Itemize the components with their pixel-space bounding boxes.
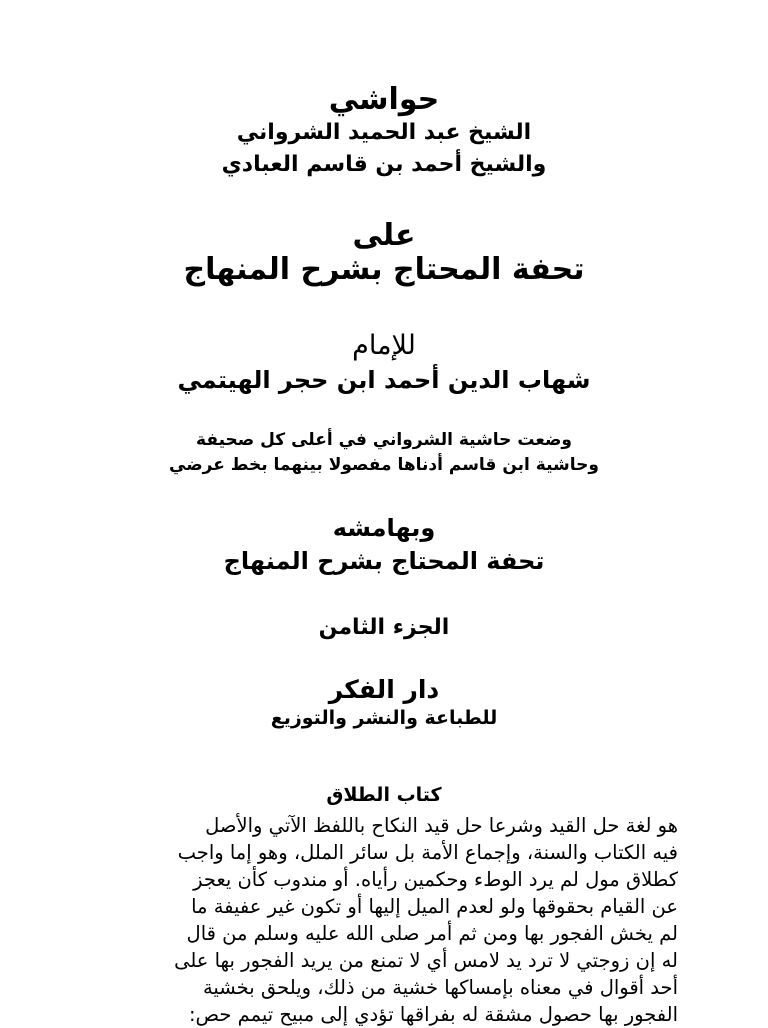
body-line: فيه الكتاب والسنة، وإجماع الأمة بل سائر الملل، وهو إما واجب (177, 841, 678, 864)
by-imam-label: للإمام (352, 330, 416, 361)
cover-title: حواشي (328, 82, 440, 117)
volume-label: الجزء الثامن (318, 615, 450, 640)
chapter-heading: كتاب الطلاق (326, 784, 442, 806)
body-line: الفجور بها حصول مشقة له بفراقها تؤدي إلى مبيح تيمم حص: (188, 1003, 678, 1026)
author-line-1: الشيخ عبد الحميد الشرواني (236, 120, 532, 145)
note-line-2: وحاشية ابن قاسم أدناها مفصولا بينهما بخط عرضي (169, 455, 599, 475)
note-line-1: وضعت حاشية الشرواني في أعلى كل صحيفة (196, 430, 572, 450)
on-label: على (352, 218, 416, 253)
publisher-name: دار الفكر (328, 675, 440, 704)
publisher-subtitle: للطباعة والنشر والتوزيع (270, 707, 498, 729)
imam-name: شهاب الدين أحمد ابن حجر الهيتمي (177, 366, 591, 394)
body-line: كطلاق مول لم يرد الوطء وحكمين رأياه. أو مندوب كأن يعجز (193, 868, 678, 891)
margin-title: تحفة المحتاج بشرح المنهاج (223, 547, 545, 575)
chapter-body (72, 812, 678, 1028)
body-line: أحد أقوال في معناه بإمساكها خشية من ذلك، ويلحق بخشية (202, 976, 678, 999)
book-title: تحفة المحتاج بشرح المنهاج (183, 252, 585, 287)
body-line: لم يخش الفجور بها ومن ثم أمر صلى الله عليه وسلم من قال (186, 922, 678, 945)
body-line: عن القيام بحقوقها ولو لعدم الميل إليها أو تكون غير عفيفة ما (191, 895, 678, 918)
author-line-2: والشيخ أحمد بن قاسم العبادي (221, 152, 547, 177)
body-line: له إن زوجتي لا ترد يد لامس أي لا تمنع من يريد الفجور بها على (174, 949, 678, 972)
body-line: هو لغة حل القيد وشرعا حل قيد النكاح باللفظ الآتي والأصل (205, 814, 678, 837)
margin-label: وبهامشه (332, 514, 436, 542)
